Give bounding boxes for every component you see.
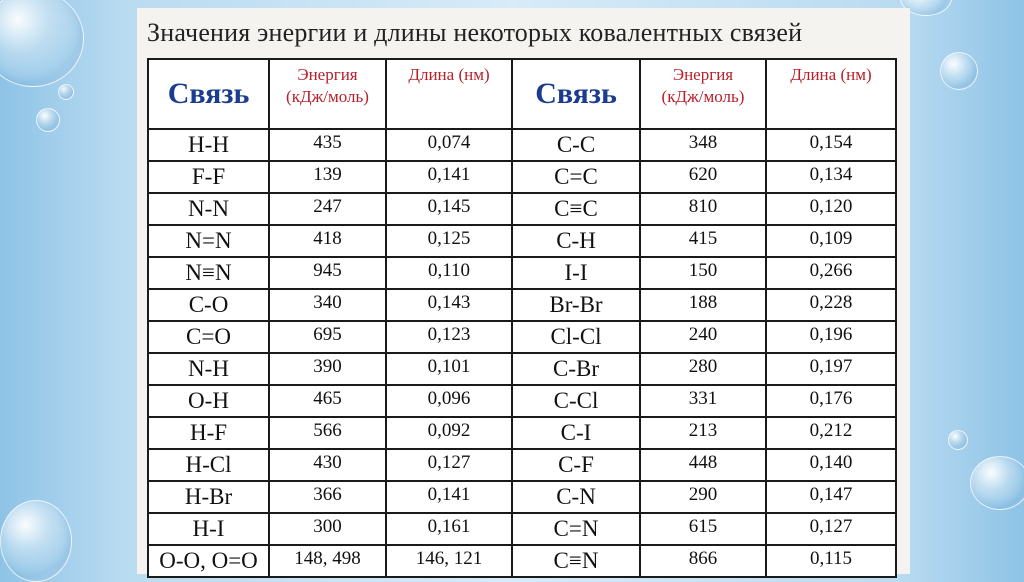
- energy-cell: 430: [269, 449, 386, 481]
- length-cell: 0,154: [766, 129, 896, 161]
- length-cell: 0,228: [766, 289, 896, 321]
- table-header-row: [148, 59, 896, 129]
- energy-cell: 348: [640, 129, 766, 161]
- length-cell: 0,141: [386, 481, 512, 513]
- energy-cell: 188: [640, 289, 766, 321]
- bond-cell: O-H: [148, 385, 269, 417]
- table-row: [148, 449, 896, 481]
- bond-cell: C-F: [512, 449, 640, 481]
- energy-cell: 340: [269, 289, 386, 321]
- length-cell: 0,110: [386, 257, 512, 289]
- length-cell: 0,123: [386, 321, 512, 353]
- bond-cell: F-F: [148, 161, 269, 193]
- energy-cell: 247: [269, 193, 386, 225]
- bond-cell: C=O: [148, 321, 269, 353]
- length-cell: 0,109: [766, 225, 896, 257]
- table-row: [148, 385, 896, 417]
- energy-cell: 240: [640, 321, 766, 353]
- bond-cell: Br-Br: [512, 289, 640, 321]
- table-row: [148, 513, 896, 545]
- length-cell: 0,125: [386, 225, 512, 257]
- length-cell: 0,212: [766, 417, 896, 449]
- length-cell: 0,127: [386, 449, 512, 481]
- table-row: [148, 257, 896, 289]
- bond-cell: C≡N: [512, 545, 640, 577]
- length-cell: 0,092: [386, 417, 512, 449]
- header-length: Длина (нм): [386, 59, 512, 129]
- length-cell: 0,176: [766, 385, 896, 417]
- energy-cell: 331: [640, 385, 766, 417]
- bond-cell: N=N: [148, 225, 269, 257]
- energy-cell: 620: [640, 161, 766, 193]
- table-row: [148, 481, 896, 513]
- bubble-decoration: [0, 500, 72, 582]
- length-cell: 0,196: [766, 321, 896, 353]
- header-energy: Энергия (кДж/моль): [640, 59, 766, 129]
- bond-cell: C=N: [512, 513, 640, 545]
- header-length: Длина (нм): [766, 59, 896, 129]
- bubble-decoration: [970, 456, 1024, 510]
- header-bond: Связь: [512, 59, 640, 129]
- header-energy: Энергия (кДж/моль): [269, 59, 386, 129]
- length-cell: 0,161: [386, 513, 512, 545]
- length-cell: 0,101: [386, 353, 512, 385]
- bond-cell: C≡C: [512, 193, 640, 225]
- bubble-decoration: [940, 52, 978, 90]
- energy-cell: 139: [269, 161, 386, 193]
- bond-cell: C-I: [512, 417, 640, 449]
- bond-table: [147, 58, 897, 578]
- bubble-decoration: [948, 430, 968, 450]
- length-cell: 0,074: [386, 129, 512, 161]
- energy-cell: 866: [640, 545, 766, 577]
- length-cell: 146, 121: [386, 545, 512, 577]
- bond-cell: H-Br: [148, 481, 269, 513]
- bond-cell: H-I: [148, 513, 269, 545]
- bond-cell: H-Cl: [148, 449, 269, 481]
- length-cell: 0,140: [766, 449, 896, 481]
- energy-cell: 150: [640, 257, 766, 289]
- energy-cell: 290: [640, 481, 766, 513]
- bond-cell: N≡N: [148, 257, 269, 289]
- energy-cell: 390: [269, 353, 386, 385]
- energy-cell: 435: [269, 129, 386, 161]
- energy-cell: 615: [640, 513, 766, 545]
- bubble-decoration: [58, 84, 74, 100]
- table-row: [148, 129, 896, 161]
- bond-cell: O-O, O=O: [148, 545, 269, 577]
- table-row: [148, 289, 896, 321]
- energy-cell: 213: [640, 417, 766, 449]
- bond-cell: C-N: [512, 481, 640, 513]
- length-cell: 0,145: [386, 193, 512, 225]
- table-row: [148, 353, 896, 385]
- table-row: [148, 225, 896, 257]
- bond-cell: C-O: [148, 289, 269, 321]
- length-cell: 0,197: [766, 353, 896, 385]
- energy-cell: 418: [269, 225, 386, 257]
- energy-cell: 280: [640, 353, 766, 385]
- length-cell: 0,115: [766, 545, 896, 577]
- bond-cell: C-Cl: [512, 385, 640, 417]
- bond-cell: C-C: [512, 129, 640, 161]
- energy-cell: 810: [640, 193, 766, 225]
- table-row: [148, 161, 896, 193]
- energy-cell: 415: [640, 225, 766, 257]
- bond-cell: I-I: [512, 257, 640, 289]
- slide-title: Значения энергии и длины некоторых ковалентных связей: [147, 18, 803, 47]
- bond-cell: Cl-Cl: [512, 321, 640, 353]
- table-row: [148, 193, 896, 225]
- bond-cell: H-F: [148, 417, 269, 449]
- bubble-decoration: [0, 0, 84, 87]
- energy-cell: 448: [640, 449, 766, 481]
- bond-cell: C-H: [512, 225, 640, 257]
- header-bond: Связь: [148, 59, 269, 129]
- energy-cell: 945: [269, 257, 386, 289]
- bond-cell: H-H: [148, 129, 269, 161]
- length-cell: 0,127: [766, 513, 896, 545]
- bond-cell: C-Br: [512, 353, 640, 385]
- length-cell: 0,120: [766, 193, 896, 225]
- length-cell: 0,141: [386, 161, 512, 193]
- energy-cell: 566: [269, 417, 386, 449]
- table-row: [148, 417, 896, 449]
- bond-cell: C=C: [512, 161, 640, 193]
- length-cell: 0,134: [766, 161, 896, 193]
- bubble-decoration: [36, 108, 60, 132]
- length-cell: 0,147: [766, 481, 896, 513]
- energy-cell: 366: [269, 481, 386, 513]
- table-row: [148, 321, 896, 353]
- energy-cell: 148, 498: [269, 545, 386, 577]
- length-cell: 0,096: [386, 385, 512, 417]
- bond-cell: N-N: [148, 193, 269, 225]
- energy-cell: 695: [269, 321, 386, 353]
- bond-cell: N-H: [148, 353, 269, 385]
- energy-cell: 465: [269, 385, 386, 417]
- table-row: [148, 545, 896, 577]
- energy-cell: 300: [269, 513, 386, 545]
- length-cell: 0,266: [766, 257, 896, 289]
- length-cell: 0,143: [386, 289, 512, 321]
